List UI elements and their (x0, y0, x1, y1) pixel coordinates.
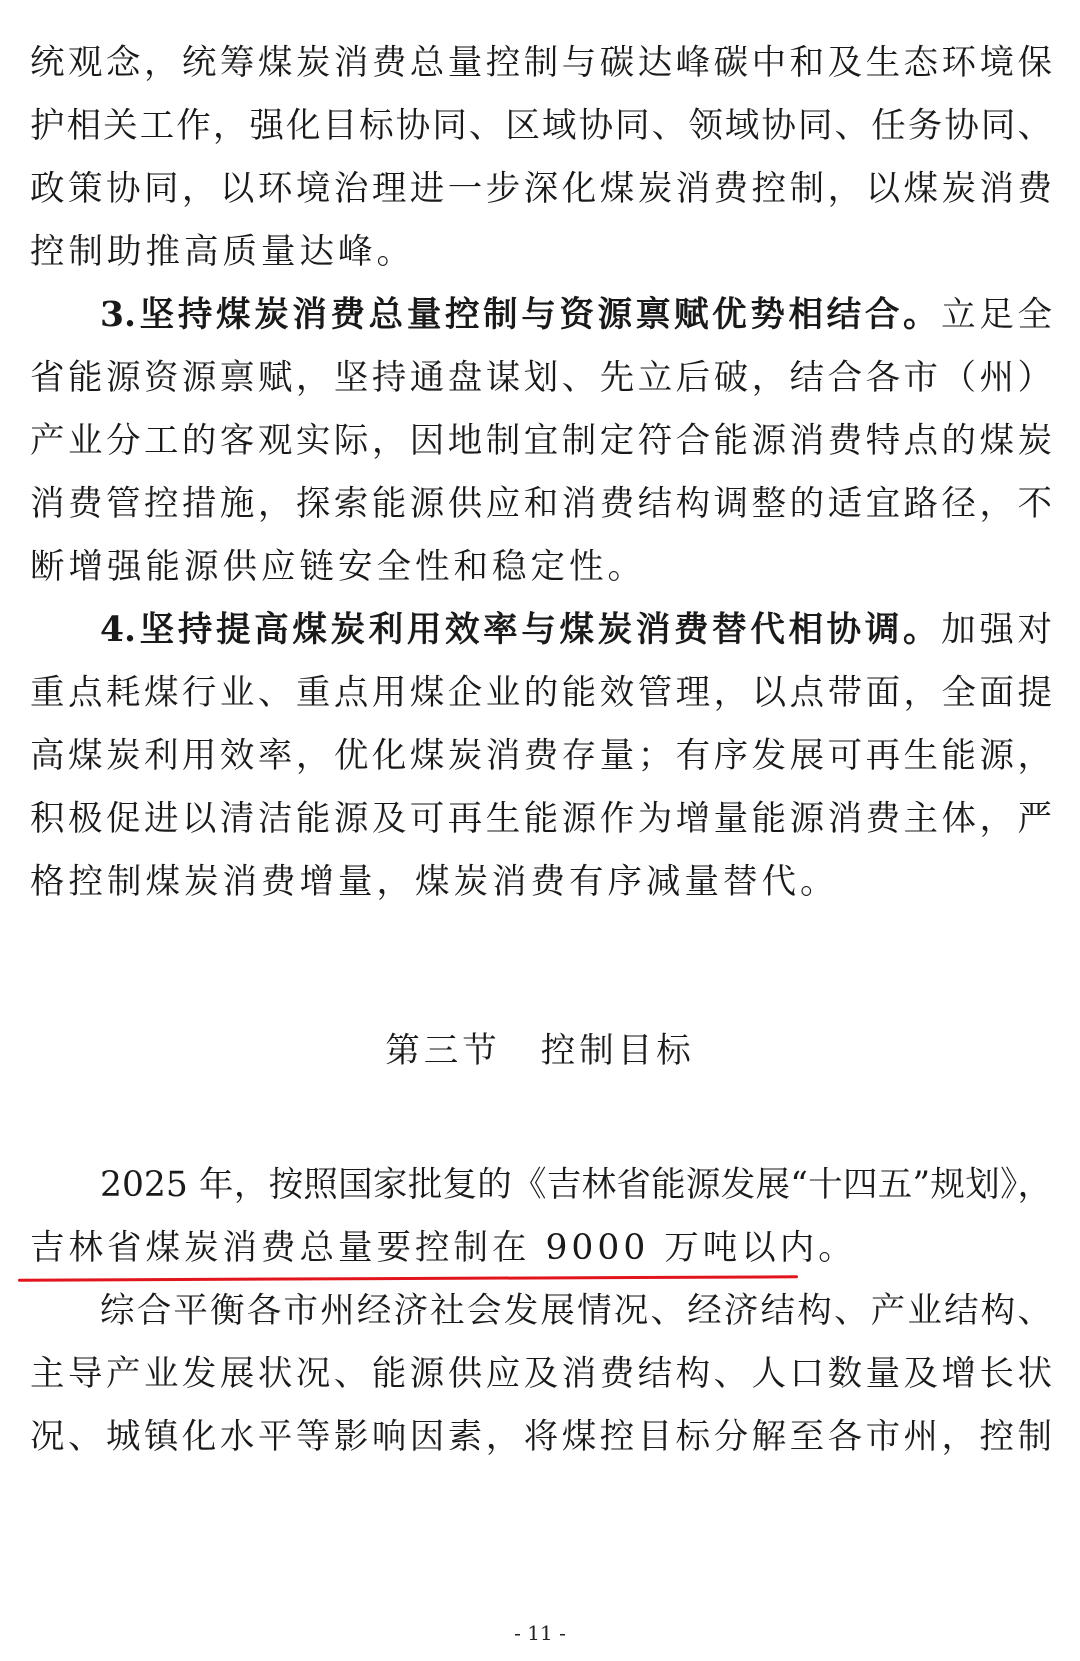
principle-3-first-line-rest: 立足全 (941, 295, 1053, 335)
allocation-line-1: 综合平衡各市州经济社会发展情况、经济结构、产业结构、 (100, 1291, 1052, 1331)
principle-3-line-3: 产业分工的客观实际，因地制宜制定符合能源消费特点的煤炭 (30, 421, 1052, 461)
intro-line-3: 政策协同，以环境治理进一步深化煤炭消费控制，以煤炭消费 (30, 169, 1052, 209)
principle-4-line-3: 高煤炭利用效率，优化煤炭消费存量；有序发展可再生能源， (30, 736, 1052, 776)
principle-4-line-4: 积极促进以清洁能源及可再生能源作为增量能源消费主体，严 (30, 799, 1052, 839)
intro-line-4: 控制助推高质量达峰。 (30, 232, 415, 272)
principle-3-heading: 3.坚持煤炭消费总量控制与资源禀赋优势相结合。 (100, 295, 942, 335)
principle-3-line-2: 省能源资源禀赋，坚持通盘谋划、先立后破，结合各市（州） (30, 358, 1052, 398)
intro-line-1: 统观念，统筹煤炭消费总量控制与碳达峰碳中和及生态环境保 (30, 43, 1052, 83)
section-number: 第三节 (385, 1031, 501, 1071)
principle-3-first-line (100, 293, 1052, 337)
target-line-1: 2025 年，按照国家批复的《吉林省能源发展“十四五”规划》， (100, 1165, 1052, 1205)
page-number: - 11 - (514, 1621, 566, 1645)
section-title: 控制目标 (540, 1031, 695, 1071)
target-line-2: 吉林省煤炭消费总量要控制在 9000 万吨以内。 (30, 1228, 857, 1268)
principle-4-line-5: 格控制煤炭消费增量，煤炭消费有序减量替代。 (30, 862, 839, 902)
principle-4-heading: 4.坚持提高煤炭利用效率与煤炭消费替代相协调。 (100, 610, 942, 650)
allocation-line-2: 主导产业发展状况、能源供应及消费结构、人口数量及增长状 (30, 1354, 1052, 1394)
allocation-line-3: 况、城镇化水平等影响因素，将煤控目标分解至各市州，控制 (30, 1417, 1052, 1457)
intro-line-2: 护相关工作，强化目标协同、区域协同、领域协同、任务协同、 (30, 106, 1052, 146)
principle-4-first-line (100, 608, 1052, 652)
red-highlight-underline (18, 1275, 798, 1281)
principle-4-first-line-rest: 加强对 (941, 610, 1053, 650)
principle-4-line-2: 重点耗煤行业、重点用煤企业的能效管理，以点带面，全面提 (30, 673, 1052, 713)
principle-3-line-5: 断增强能源供应链安全性和稳定性。 (30, 547, 646, 587)
section-heading (0, 1029, 1080, 1073)
principle-3-line-4: 消费管控措施，探索能源供应和消费结构调整的适宜路径，不 (30, 484, 1052, 524)
